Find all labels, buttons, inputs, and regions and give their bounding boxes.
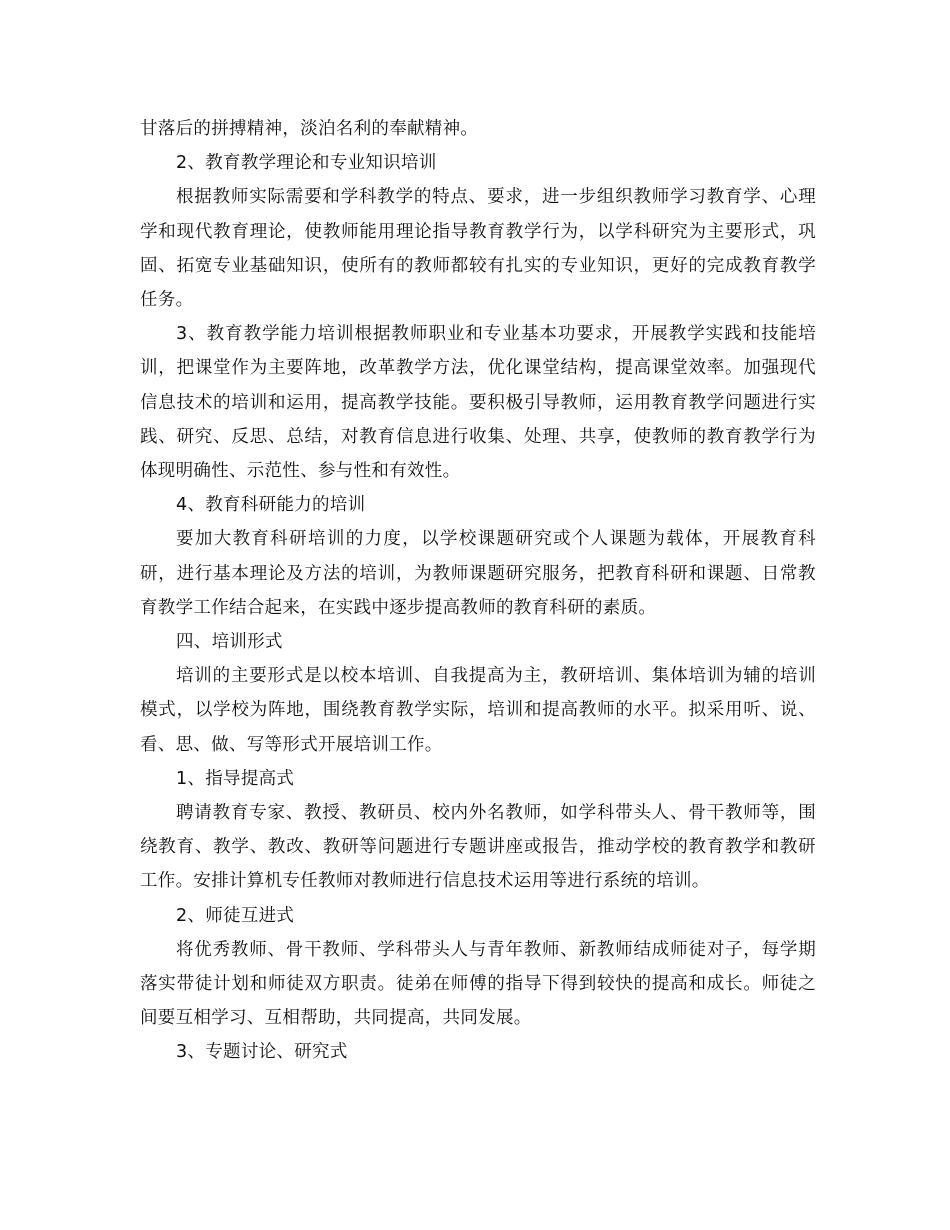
section-heading-training-forms: 四、培训形式 <box>176 632 283 653</box>
paragraph-continuation: 甘落后的拼搏精神，淡泊名利的奉献精神。 <box>140 119 479 139</box>
document-body <box>140 112 816 1070</box>
paragraph-mentorship: 将优秀教师、骨干教师、学科带头人与青年教师、新教师结成师徒对子，每学期落实带徒计划和师徒双方职责。徒弟在师傅的指导下得到较快的提高和成长。师徒之间要互相学习、互相帮助，共同提高，共同发展。 <box>140 939 816 1029</box>
section-heading-mentorship: 2、师徒互进式 <box>176 905 295 926</box>
paragraph-training-forms: 培训的主要形式是以校本培训、自我提高为主，教研培训、集体培训为辅的培训模式，以学校为阵地，围绕教育教学实际，培训和提高教师的水平。拟采用听、说、看、思、做、写等形式开展培训工作。 <box>140 666 816 755</box>
section-heading-topic-discussion: 3、专题讨论、研究式 <box>176 1042 348 1063</box>
paragraph-research-training: 要加大教育科研培训的力度，以学校课题研究或个人课题为载体，开展教育科研，进行基本理论及方法的培训，为教师课题研究服务，把教育科研和课题、日常教育教学工作结合起来，在实践中逐步提高教师的教育科研的素质。 <box>140 529 816 618</box>
section-heading-theory-training: 2、教育教学理论和专业知识培训 <box>176 153 437 174</box>
section-heading-guidance: 1、指导提高式 <box>176 768 295 789</box>
paragraph-guidance: 聘请教育专家、教授、教研员、校内外名教师，如学科带头人、骨干教师等，围绕教育、教学、教改、教研等问题进行专题讲座或报告，推动学校的教育教学和教研工作。安排计算机专任教师对教师进行信息技术运用等进行系统的培训。 <box>140 803 816 892</box>
section-heading-research-training: 4、教育科研能力的培训 <box>176 495 366 516</box>
paragraph-ability-training: 3、教育教学能力培训根据教师职业和专业基本功要求，开展教学实践和技能培训，把课堂作为主要阵地，改革教学方法，优化课堂结构，提高课堂效率。加强现代信息技术的培训和运用，提高教学技能。要积极引导教师，运用教育教学问题进行实践、研究、反思、总结，对教育信息进行收集、处理、共享，使教师的教育教学行为体现明确性、示范性、参与性和有效性。 <box>140 324 816 482</box>
paragraph-theory-training: 根据教师实际需要和学科教学的特点、要求，进一步组织教师学习教育学、心理学和现代教育理论，使教师能用理论指导教育教学行为，以学科研究为主要形式，巩固、拓宽专业基础知识，使所有的教师都较有扎实的专业知识，更好的完成教育教学任务。 <box>140 187 816 311</box>
